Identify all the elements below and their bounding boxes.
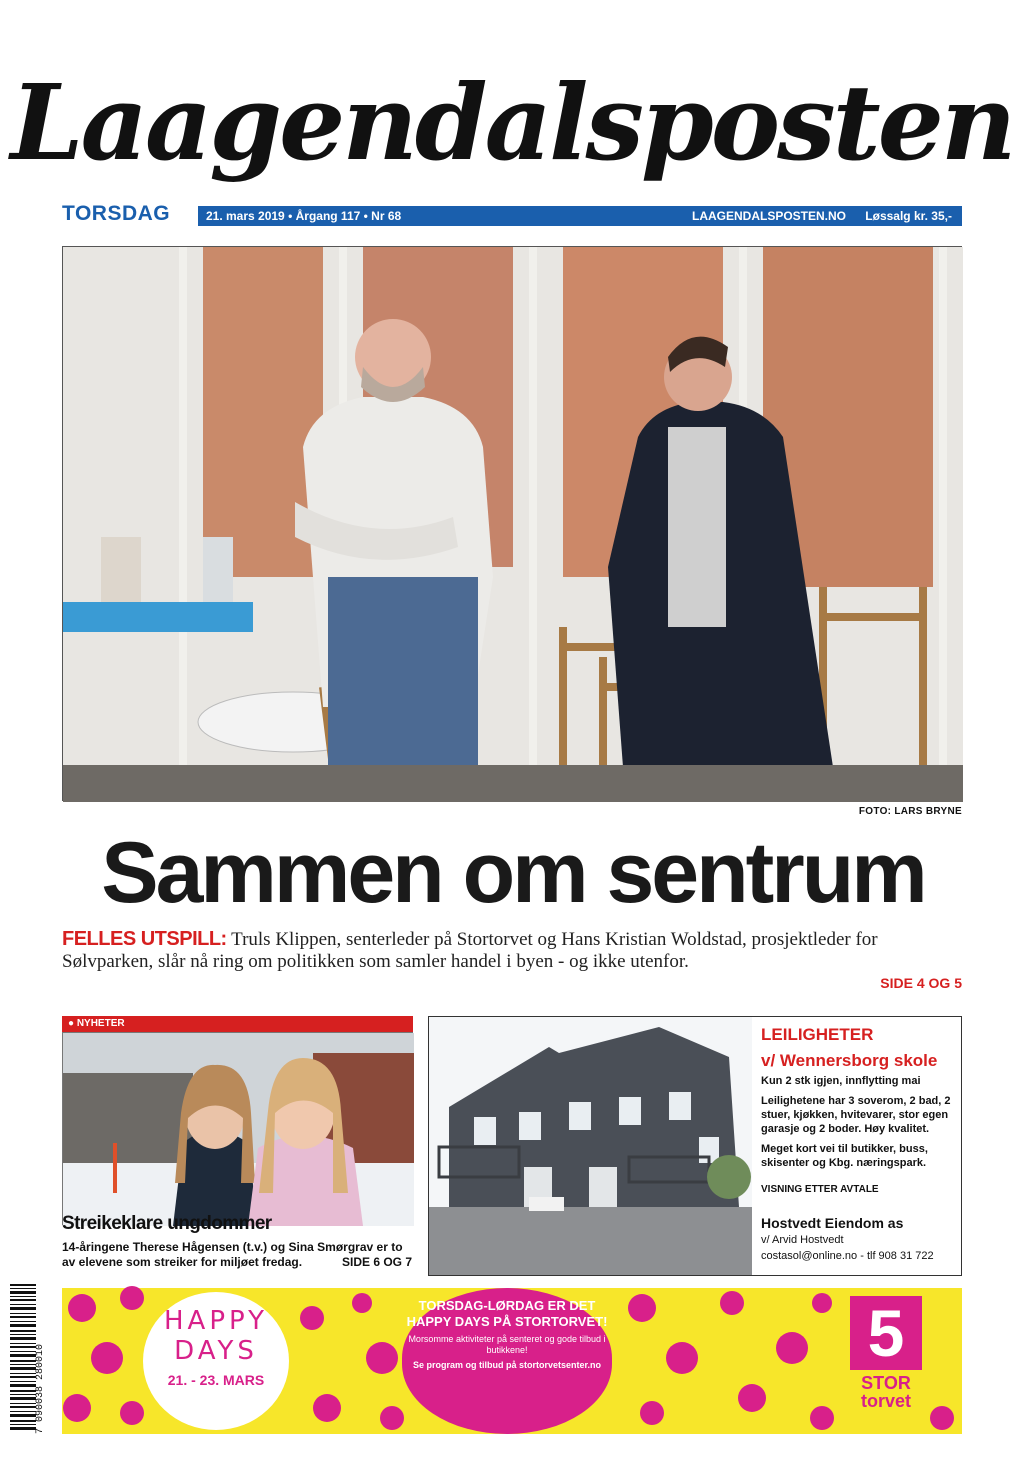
ad-photo	[429, 1017, 752, 1275]
happy-days-circle	[143, 1292, 289, 1430]
barcode-number: 7 090038 280010	[35, 1343, 46, 1434]
main-lead	[62, 928, 962, 973]
news-title[interactable]: Streikeklare ungdommer	[62, 1213, 272, 1234]
hero-photo	[62, 246, 962, 801]
promo-circle	[402, 1288, 612, 1434]
stortorvet-name-1: STOR	[861, 1373, 911, 1393]
weekday: TORSDAG	[62, 202, 171, 225]
house-illustration	[429, 1017, 752, 1275]
photo-credit: FOTO: LARS BRYNE	[858, 806, 962, 817]
ad-text	[761, 1025, 956, 1263]
ad-contact-info[interactable]: costasol@online.no - tlf 908 31 722	[761, 1250, 934, 1262]
stortorvet-logo[interactable]	[836, 1296, 936, 1426]
newspaper-logo: Laagendalsposten	[10, 61, 1014, 184]
happy-days-dates: 21. - 23. MARS	[167, 1372, 265, 1388]
news-page-ref[interactable]: SIDE 6 OG 7	[342, 1255, 413, 1269]
real-estate-ad[interactable]	[428, 1016, 962, 1276]
stortorvet-name-2: torvet	[860, 1391, 911, 1411]
section-tag-nyheter: ● NYHETER	[62, 1016, 413, 1032]
promo-link[interactable]: Se program og tilbud på stortorvetsenter.no	[412, 1360, 602, 1370]
ad-contact-person: v/ Arvid Hostvedt	[761, 1234, 844, 1246]
dateline	[62, 204, 962, 226]
news-illustration	[63, 1033, 414, 1226]
ad-line-1: Kun 2 stk igjen, innflytting mai	[761, 1075, 921, 1087]
news-teaser[interactable]	[62, 1016, 413, 1276]
lead-text: Truls Klippen, senterleder på Stortorvet og Hans Kristian Woldstad, prosjektleder for Sølvparken, slår nå ring om politikken som samler handel i byen - og ikke utenfor.	[62, 929, 878, 972]
dateline-bar	[198, 206, 962, 226]
news-photo	[62, 1032, 413, 1225]
happy-text: HAPPY	[163, 1306, 268, 1336]
masthead	[0, 48, 1024, 198]
main-page-ref[interactable]: SIDE 4 OG 5	[880, 975, 962, 991]
promo-title: TORSDAG-LØRDAG ER DET HAPPY DAYS PÅ STORTORVET!	[406, 1298, 608, 1329]
ad-line-3: Meget kort vei til butikker, buss, skisenter og Kbg. næringspark.	[761, 1143, 928, 1169]
main-headline[interactable]: Sammen om sentrum	[101, 825, 925, 921]
news-text: 14-åringene Therese Hågensen (t.v.) og Sina Smørgrav er to av elevene som streiker for miljøet fredag.	[62, 1240, 403, 1269]
barcode	[4, 1284, 44, 1434]
stortorvet-mark: 5	[850, 1296, 922, 1370]
issue-info: 21. mars 2019 • Årgang 117 • Nr 68	[206, 209, 402, 223]
ad-company: Hostvedt Eiendom as	[761, 1215, 904, 1231]
price: Løssalg kr. 35,-	[865, 209, 952, 223]
barcode-graphic	[4, 1284, 44, 1434]
website-link[interactable]: LAAGENDALSPOSTEN.NO	[692, 209, 847, 223]
days-text: DAYS	[174, 1336, 258, 1366]
ad-viewing: VISNING ETTER AVTALE	[761, 1184, 879, 1195]
ad-line-2: Leilighetene har 3 soverom, 2 bad, 2 stuer, kjøkken, hvitevarer, stor egen garasje og 2 boder. Høy kvalitet.	[761, 1095, 951, 1135]
lead-kicker: FELLES UTSPILL:	[62, 928, 227, 950]
promo-text: Morsomme aktiviteter på senteret og gode tilbud i butikkene!	[408, 1334, 606, 1355]
ad-subheading: v/ Wennersborg skole	[761, 1051, 938, 1070]
ad-heading: LEILIGHETER	[761, 1025, 874, 1044]
hero-illustration	[63, 247, 963, 802]
